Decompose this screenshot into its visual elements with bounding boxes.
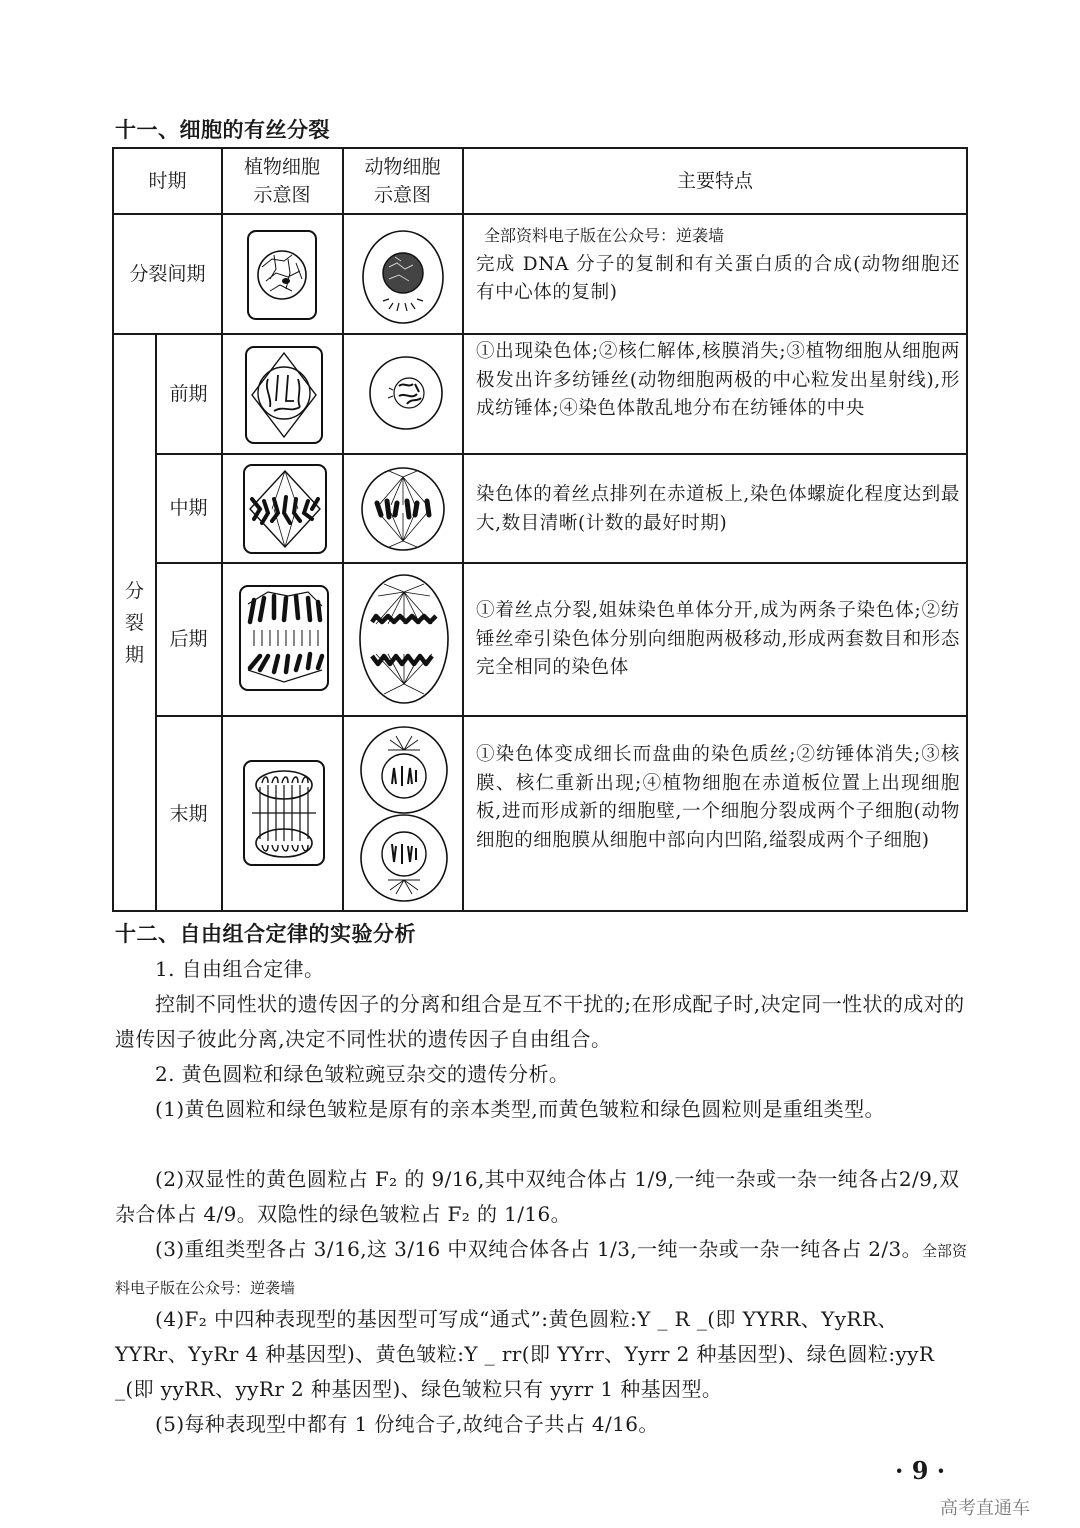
- division-label-char: 分: [124, 579, 144, 602]
- features-prophase: ①出现染色体;②核仁解体,核膜消失;③植物细胞从细胞两极发出许多纺锤丝(动物细胞两极的中心粒发出星射线),形成纺锤体;④染色体散乱地分布在纺锤体的中央: [476, 341, 960, 419]
- division-label-char: 裂: [124, 611, 144, 634]
- telophase-animal-cell-icon: [358, 724, 450, 904]
- features-anaphase: ①着丝点分裂,姐妹染色单体分开,成为两条子染色体;②纺锤丝牵引染色体分别向细胞两极移动,形成两套数目和形态完全相同的染色体: [476, 600, 960, 678]
- divider: [114, 333, 967, 335]
- divider: [114, 213, 967, 215]
- divider: [155, 453, 967, 455]
- page-number: · 9 ·: [895, 1456, 946, 1485]
- division-label-char: 期: [124, 643, 144, 666]
- phase-metaphase: 中期: [169, 497, 208, 519]
- section-12-title: 十二、自由组合定律的实验分析: [115, 922, 416, 946]
- division-phase-label: [114, 334, 155, 911]
- header-plant-line2: 示意图: [253, 184, 311, 206]
- divider: [462, 149, 464, 911]
- mitosis-table: [112, 147, 968, 912]
- features-interphase: [476, 222, 960, 308]
- metaphase-animal-cell-icon: [359, 465, 447, 553]
- header-plant: [222, 149, 342, 213]
- phase-prophase: 前期: [169, 382, 208, 405]
- features-metaphase: 染色体的着丝点排列在赤道板上,染色体螺旋化程度达到最大,数目清晰(计数的最好时期): [476, 484, 960, 534]
- brand-watermark: 高考直通车: [940, 1498, 1030, 1519]
- divider: [155, 562, 967, 564]
- phase-interphase: 分裂间期: [129, 262, 206, 285]
- phase-anaphase: 后期: [169, 628, 208, 650]
- divider: [155, 715, 967, 717]
- header-period: 时期: [148, 170, 187, 192]
- metaphase-plant-cell-icon: [242, 463, 328, 555]
- features-telophase: ①染色体变成细长而盘曲的染色质丝;②纺锤体消失;③核膜、核仁重新出现;④植物细胞在赤道板位置上出现细胞板,进而形成新的细胞壁,一个细胞分裂成两个子细胞(动物细胞的细胞膜从细胞中部向内凹陷,缢裂成两个子细胞): [476, 744, 960, 851]
- anaphase-animal-cell-icon: [358, 572, 450, 706]
- section-11-title: 十一、细胞的有丝分裂: [115, 118, 330, 142]
- list-item-2: (2)双显性的黄色圆粒占 F₂ 的 9/16,其中双纯合体占 1/9,一纯一杂或一杂一纯各占2/9,双杂合体占 4/9。双隐性的绿色皱粒占 F₂ 的 1/16。: [115, 1167, 960, 1226]
- divider: [221, 149, 223, 911]
- watermark-text: 全部资料电子版在公众号：逆袭墙: [115, 1242, 968, 1297]
- interphase-animal-cell-icon: [359, 227, 447, 327]
- subheading-1: 1. 自由组合定律。: [155, 957, 325, 981]
- header-plant-line1: 植物细胞: [243, 156, 320, 178]
- header-animal-line2: 示意图: [373, 184, 431, 206]
- list-item-1: (1)黄色圆粒和绿色皱粒是原有的亲本类型,而黄色皱粒和绿色圆粒则是重组类型。: [155, 1097, 885, 1121]
- phase-telophase: 末期: [169, 802, 208, 825]
- header-features: 主要特点: [676, 170, 753, 192]
- interphase-plant-cell-icon: [246, 229, 318, 321]
- list-item-3: [115, 1232, 970, 1306]
- prophase-plant-cell-icon: [244, 345, 324, 445]
- header-animal-line1: 动物细胞: [364, 156, 441, 178]
- paragraph-1-body: 控制不同性状的遗传因子的分离和组合是互不干扰的;在形成配子时,决定同一性状的成对的遗传因子彼此分离,决定不同性状的遗传因子自由组合。: [115, 992, 965, 1051]
- watermark-text: 全部资料电子版在公众号：逆袭墙: [484, 226, 725, 245]
- list-item-3-text: (3)重组类型各占 3/16,这 3/16 中双纯合体各占 1/3,一纯一杂或一杂一纯各占 2/3。: [155, 1237, 923, 1261]
- telophase-plant-cell-icon: [242, 759, 326, 867]
- prophase-animal-cell-icon: [367, 354, 445, 432]
- divider: [342, 149, 344, 911]
- list-item-5: (5)每种表现型中都有 1 份纯合子,故纯合子共占 4/16。: [155, 1412, 659, 1436]
- features-text: 完成 DNA 分子的复制和有关蛋白质的合成(动物细胞还有中心体的复制): [476, 253, 960, 303]
- header-animal: [343, 149, 462, 213]
- list-item-4: (4)F₂ 中四种表现型的基因型可写成“通式”:黄色圆粒:Y _ R _(即 YYRR、YyRR、YYRr、YyRr 4 种基因型)、黄色皱粒:Y _ rr(即 YYrr、Yyrr 2 种基因型)、绿色圆粒:yyR _(即 yyRR、yyRr 2 种基因型)、绿色皱粒只有 yyrr 1 种基因型。: [115, 1307, 935, 1401]
- anaphase-plant-cell-icon: [238, 584, 330, 692]
- subheading-2: 2. 黄色圆粒和绿色皱粒豌豆杂交的遗传分析。: [155, 1062, 570, 1086]
